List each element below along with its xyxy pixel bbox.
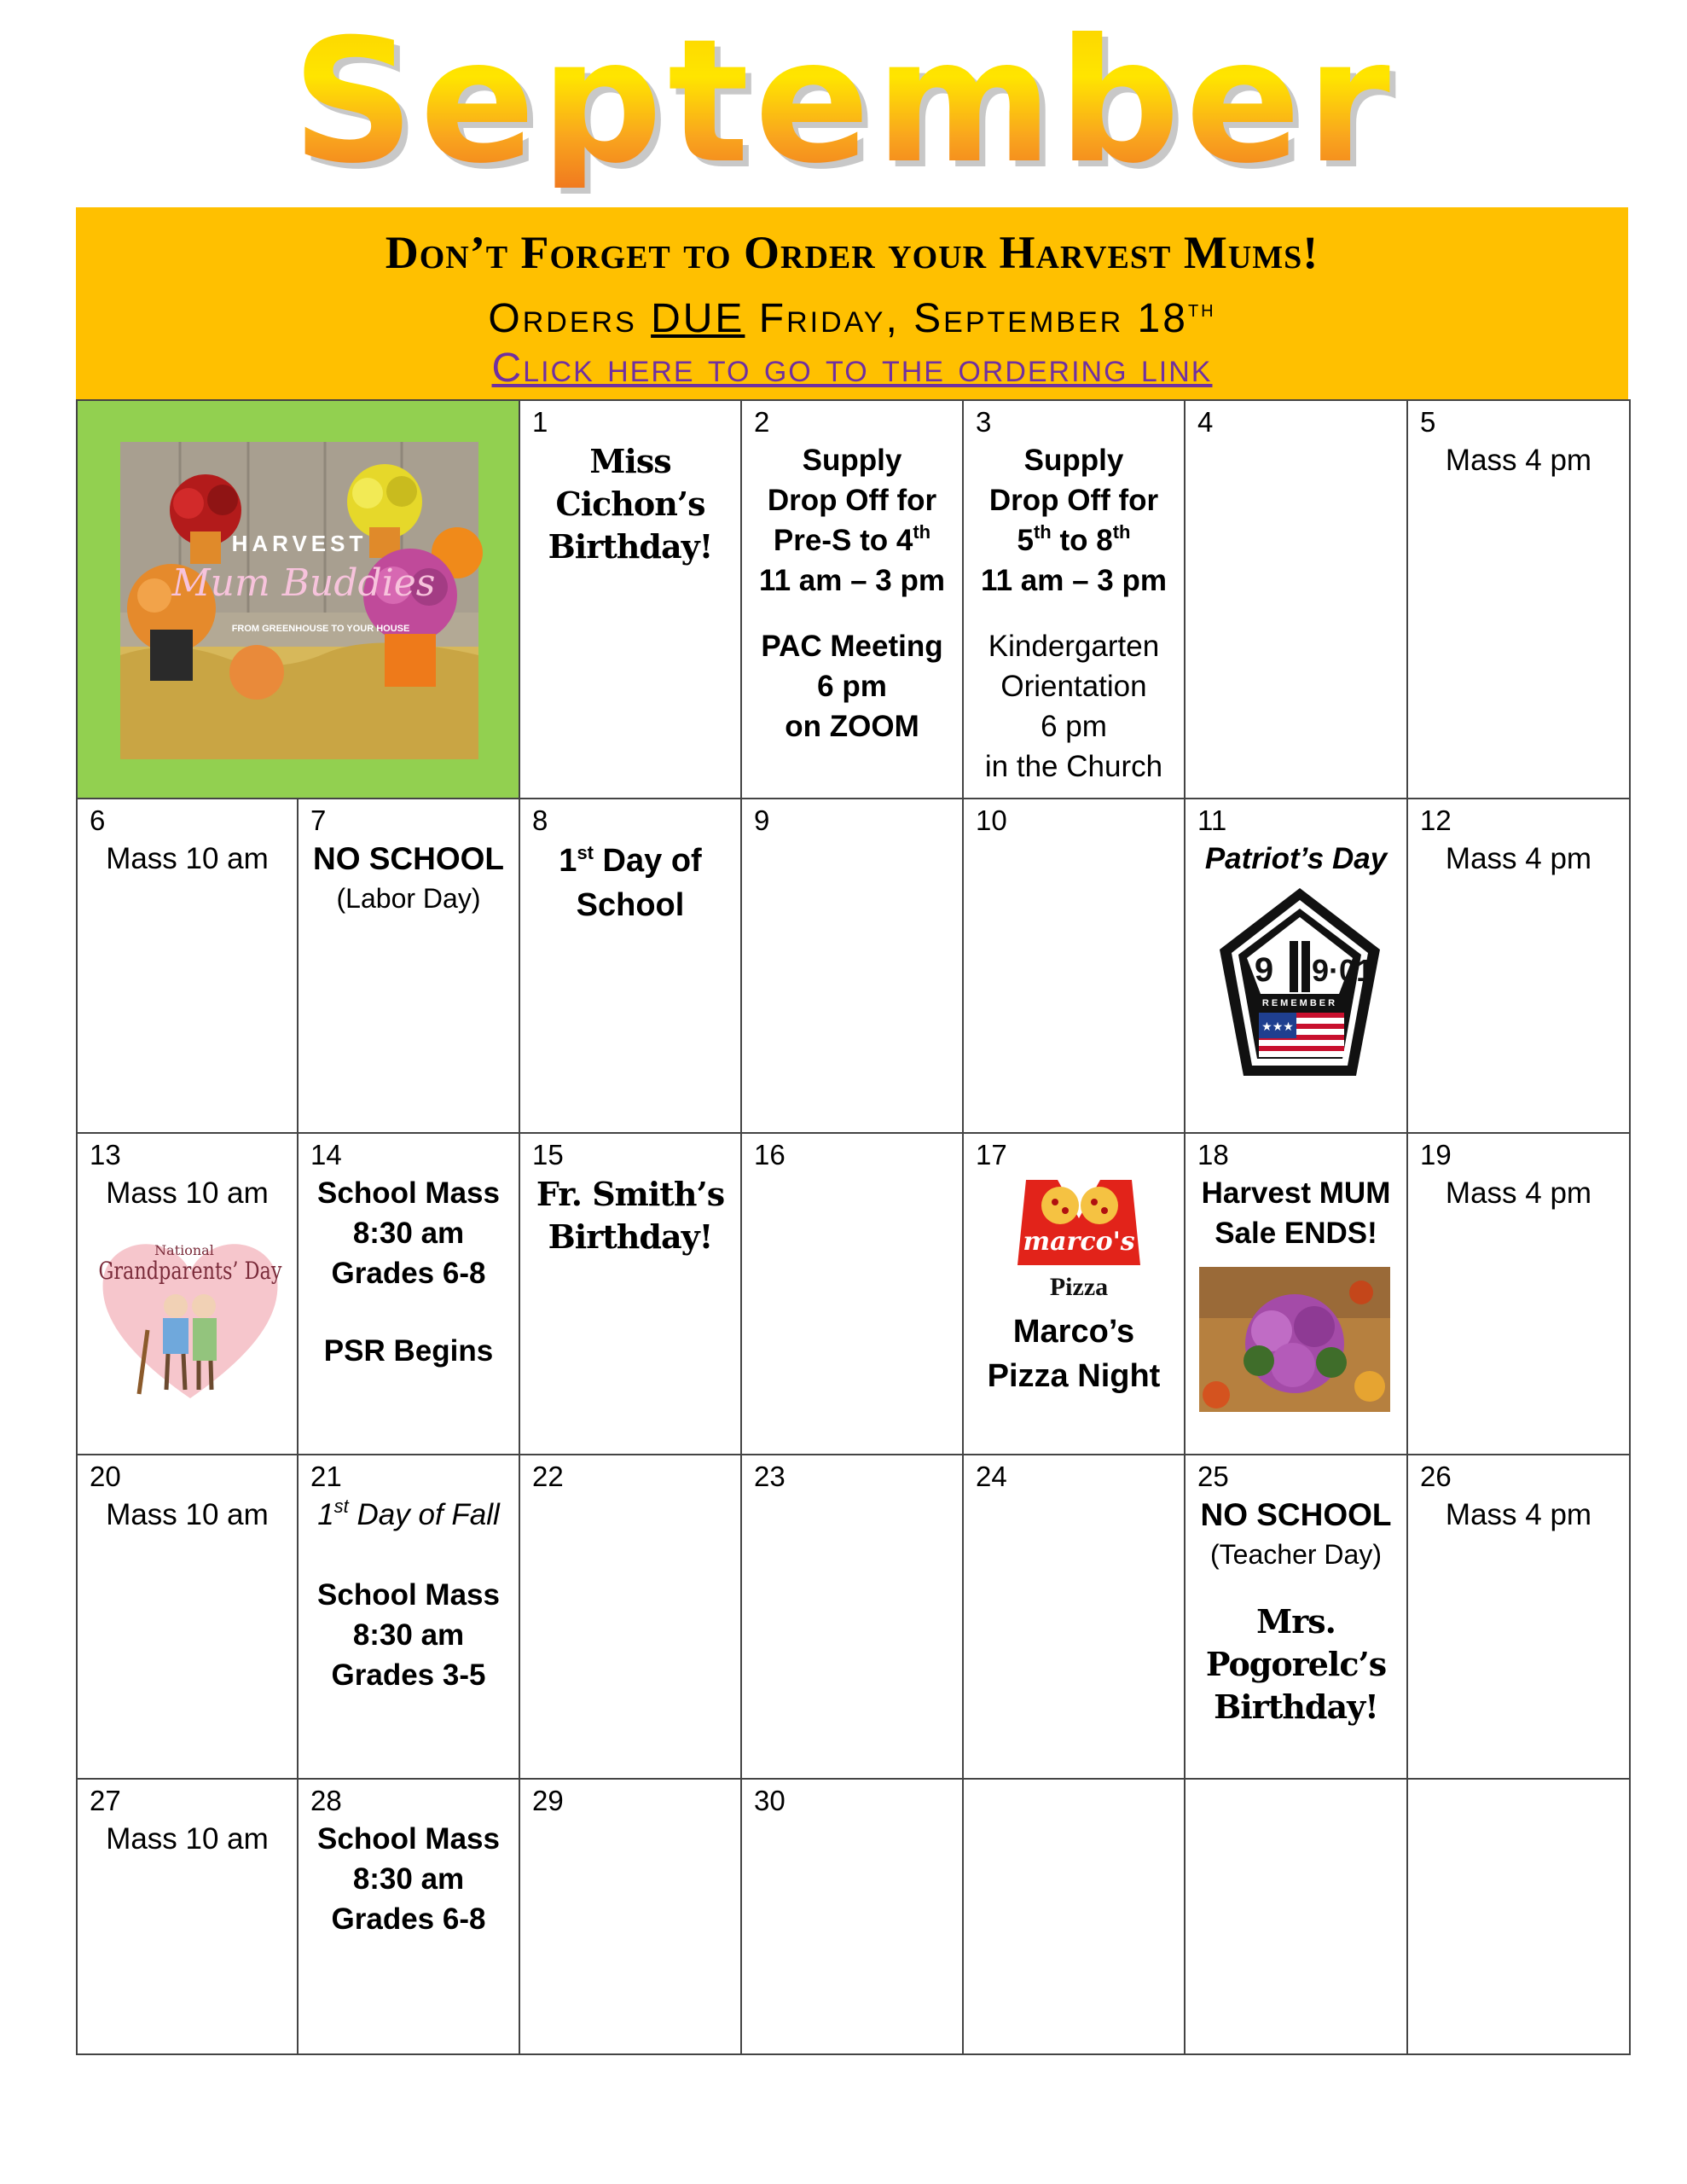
day-number: 26 (1420, 1461, 1452, 1492)
event-line-sup: th (1033, 521, 1052, 543)
event-text (299, 1173, 519, 1371)
harvest-label: HARVEST (231, 531, 368, 556)
event-line-text: Day of (594, 843, 702, 879)
event-text (964, 1310, 1184, 1398)
day-number: 22 (532, 1461, 564, 1492)
day-number: 5 (1420, 406, 1436, 438)
remember-911-icon (1215, 883, 1385, 1083)
event-line: PAC Meeting (761, 630, 943, 663)
day-number: 3 (976, 406, 992, 438)
day-number: 13 (90, 1139, 121, 1170)
event-line-sup: th (1112, 521, 1131, 543)
event-line: NO SCHOOL (312, 841, 505, 876)
ordering-link[interactable]: Click here to go to the ordering link (491, 346, 1213, 391)
day-number: 16 (754, 1139, 786, 1170)
event-text (1186, 1173, 1406, 1253)
event-line-text: to 8 (1051, 524, 1113, 557)
calendar-week-1 (77, 400, 1630, 799)
event-line: in the Church (984, 750, 1163, 783)
orders-due-word: DUE (651, 296, 745, 341)
harvest-mum-buddies-image (120, 442, 478, 759)
svg-text:★★★: ★★★ (1261, 1019, 1294, 1033)
event-line-sup: st (577, 842, 594, 863)
tagline-label: FROM GREENHOUSE TO YOUR HOUSE (231, 624, 410, 634)
event-text (299, 1495, 519, 1695)
day-11 (1185, 799, 1407, 1133)
event-line: Harvest MUM (1201, 1176, 1391, 1210)
event-text (742, 440, 962, 746)
day-number: 30 (754, 1785, 786, 1816)
event-line (520, 839, 740, 883)
calendar-grid (76, 399, 1631, 2055)
event-line: 11 am – 3 pm (759, 564, 945, 597)
event-line: (Teacher Day) (1210, 1539, 1382, 1570)
event-text: Mass 10 am (106, 1176, 269, 1210)
event-line: Drop Off for (767, 484, 937, 517)
harvest-mum-buddies-cell (77, 400, 519, 799)
event-line: on ZOOM (785, 710, 919, 743)
day-19 (1407, 1133, 1630, 1455)
event-text: Mass 4 pm (1445, 842, 1592, 875)
day-number: 6 (90, 804, 106, 836)
day-number: 7 (310, 804, 327, 836)
day-29 (519, 1779, 741, 2054)
day-number: 11 (1197, 804, 1227, 836)
mums-order-banner (76, 207, 1628, 399)
calendar-week-2 (77, 799, 1630, 1133)
day-number: 10 (976, 804, 1007, 836)
event-text (964, 440, 1184, 787)
day-number: 29 (532, 1785, 564, 1816)
event-line-text: Pre-S to 4 (773, 524, 913, 557)
day-24 (963, 1455, 1185, 1779)
day-9 (741, 799, 963, 1133)
orders-prefix: Orders (488, 296, 652, 341)
pizza-label: Pizza (1049, 1273, 1109, 1301)
event-line-text: 1 (559, 843, 577, 879)
event-line-sup: th (913, 521, 931, 543)
day-12 (1407, 799, 1630, 1133)
event-text: Mass 10 am (106, 842, 269, 875)
purple-mums-photo (1199, 1267, 1390, 1412)
grandparents-day-icon (95, 1228, 287, 1407)
birthday-note: Miss Cichon’s Birthday! (548, 442, 713, 566)
event-line: Grades 6-8 (331, 1902, 486, 1936)
day-number: 21 (310, 1461, 342, 1492)
event-line: 8:30 am (352, 1862, 465, 1896)
day-13 (77, 1133, 298, 1455)
marcos-label: marco's (1023, 1227, 1135, 1257)
event-text: Mass 10 am (106, 1822, 269, 1856)
day-number: 18 (1197, 1139, 1229, 1170)
day-6 (77, 799, 298, 1133)
mum-buddies-label: Mum Buddies (171, 561, 436, 605)
event-text (299, 1819, 519, 1939)
calendar-week-5 (77, 1779, 1630, 2054)
event-line-sup: st (333, 1496, 349, 1517)
event-line: 6 pm (817, 670, 887, 703)
day-23 (741, 1455, 963, 1779)
day-3 (963, 400, 1185, 799)
day-number: 20 (90, 1461, 121, 1492)
day-16 (741, 1133, 963, 1455)
event-line: Orientation (1000, 670, 1147, 703)
day-30 (741, 1779, 963, 2054)
day-14 (298, 1133, 519, 1455)
event-line: School (576, 887, 685, 923)
event-text: Mass 4 pm (1445, 1176, 1592, 1210)
event-text (299, 839, 519, 919)
event-line: 8:30 am (352, 1217, 465, 1250)
empty-cell (1407, 1779, 1630, 2054)
event-line: Marco’s (1012, 1314, 1135, 1350)
event-line: Supply (802, 444, 902, 477)
event-line: Grades 3-5 (331, 1658, 486, 1692)
day-number: 2 (754, 406, 770, 438)
banner-headline: Don’t Forget to Order your Harvest Mums! (385, 227, 1319, 278)
orders-date-sup: th (1187, 295, 1216, 322)
day-25 (1185, 1455, 1407, 1779)
event-line: 11 am – 3 pm (981, 564, 1167, 597)
day-number: 23 (754, 1461, 786, 1492)
day-1 (519, 400, 741, 799)
event-text (1186, 1495, 1406, 1575)
event-text: Mass 4 pm (1445, 444, 1592, 477)
day-number: 1 (532, 406, 548, 438)
event-line: Supply (1023, 444, 1124, 477)
event-line: School Mass (317, 1578, 500, 1612)
day-27 (77, 1779, 298, 2054)
day-15 (519, 1133, 741, 1455)
page-title: September (0, 17, 1687, 188)
day-number: 12 (1420, 804, 1452, 836)
mum-buddies-illustration (120, 442, 478, 759)
day-number: 8 (532, 804, 548, 836)
day-26 (1407, 1455, 1630, 1779)
event-line: Sale ENDS! (1215, 1217, 1377, 1250)
empty-cell (963, 1779, 1185, 2054)
event-line: (Labor Day) (336, 883, 481, 914)
birthday-note: Fr. Smith’s Birthday! (536, 1175, 725, 1256)
day-4 (1185, 400, 1407, 799)
orders-due-line (76, 295, 1628, 342)
day-number: 25 (1197, 1461, 1229, 1492)
event-line: 8:30 am (352, 1618, 465, 1652)
birthday-note: Mrs. Pogorelc’s Birthday! (1205, 1602, 1387, 1726)
event-line-text: 1 (317, 1498, 334, 1531)
day-20 (77, 1455, 298, 1779)
day-number: 9 (754, 804, 770, 836)
event-text: Patriot’s Day (1204, 842, 1388, 875)
day-28 (298, 1779, 519, 2054)
empty-cell (1185, 1779, 1407, 2054)
day-number: 17 (976, 1139, 1007, 1170)
event-text: Mass 4 pm (1445, 1498, 1592, 1531)
event-line: Pizza Night (987, 1358, 1161, 1394)
event-line: Drop Off for (988, 484, 1159, 517)
remember-label: REMEMBER (1261, 998, 1338, 1008)
day-18 (1185, 1133, 1407, 1455)
day-8 (519, 799, 741, 1133)
event-line (742, 520, 962, 561)
event-text (520, 839, 740, 927)
event-line: NO SCHOOL (1200, 1497, 1392, 1532)
day-10 (963, 799, 1185, 1133)
event-line: Grades 6-8 (331, 1257, 486, 1290)
day-number: 19 (1420, 1139, 1452, 1170)
day-number: 27 (90, 1785, 121, 1816)
event-text: Mass 10 am (106, 1498, 269, 1531)
orders-date: Friday, September 18 (745, 296, 1188, 341)
day-22 (519, 1455, 741, 1779)
event-line: PSR Begins (323, 1334, 494, 1368)
marcos-pizza-logo (1011, 1171, 1147, 1304)
event-line-text: 5 (1017, 524, 1034, 557)
event-line: 6 pm (1041, 710, 1107, 743)
event-line: School Mass (317, 1822, 500, 1856)
grandparents-label: Grandparents’ Day (98, 1257, 282, 1285)
event-line: School Mass (317, 1176, 500, 1210)
event-line (964, 520, 1184, 561)
event-line (299, 1495, 519, 1535)
nine-eleven-label: 9·01 (1311, 953, 1374, 988)
day-number: 28 (310, 1785, 342, 1816)
svg-text:9: 9 (1254, 951, 1274, 989)
calendar-week-3 (77, 1133, 1630, 1455)
day-2 (741, 400, 963, 799)
event-line: Kindergarten (988, 630, 1160, 663)
day-17 (963, 1133, 1185, 1455)
day-number: 14 (310, 1139, 342, 1170)
day-5 (1407, 400, 1630, 799)
day-21 (298, 1455, 519, 1779)
day-number: 15 (532, 1139, 564, 1170)
day-number: 4 (1197, 406, 1214, 438)
day-number: 24 (976, 1461, 1007, 1492)
day-7 (298, 799, 519, 1133)
event-line-text: Day of Fall (348, 1498, 500, 1531)
calendar-week-4 (77, 1455, 1630, 1779)
grandparents-small-label: National (154, 1242, 214, 1258)
